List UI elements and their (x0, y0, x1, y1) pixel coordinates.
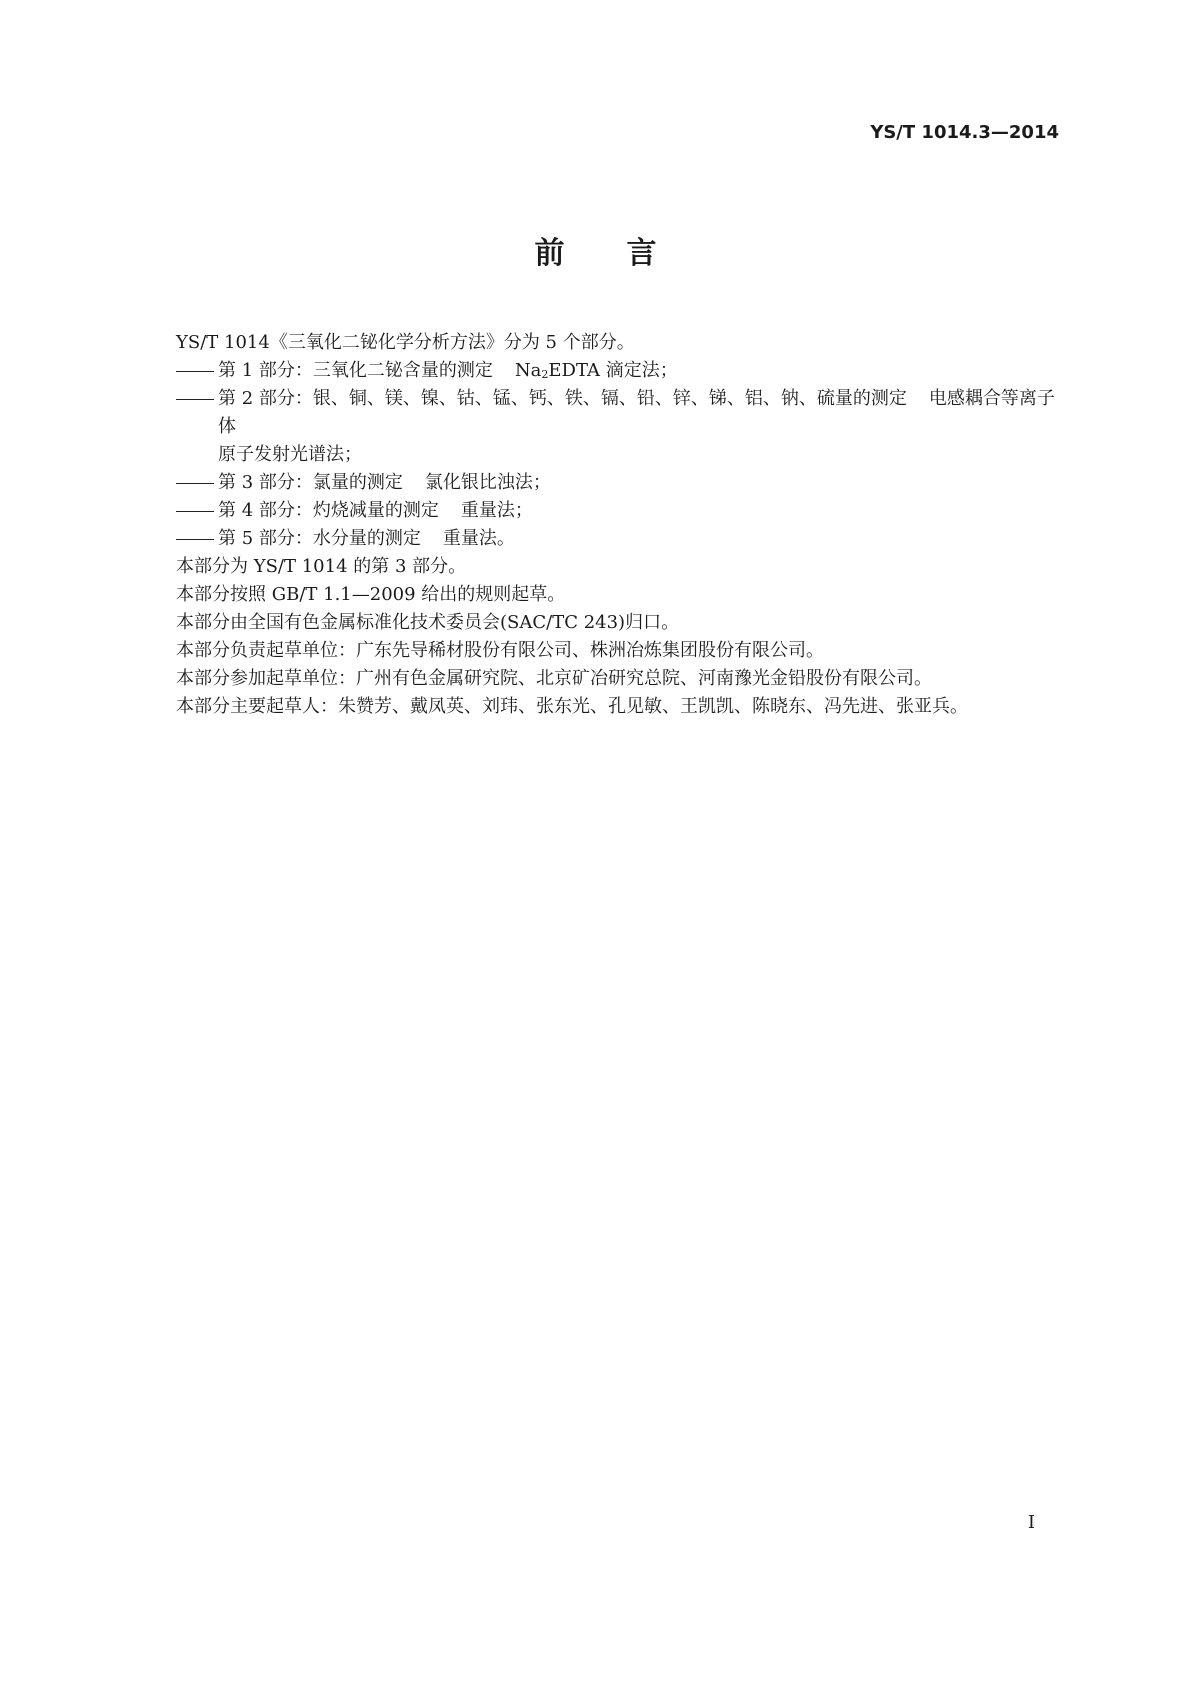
part-1-formula: Na (514, 360, 542, 381)
part-2-method: 电感耦合等离子体 (218, 388, 1055, 437)
paragraph-part-number: 本部分为 YS/T 1014 的第 3 部分。 (176, 556, 467, 577)
list-item-part-1 (176, 357, 1064, 385)
em-dash-marker (176, 497, 218, 525)
list-item-part-4 (176, 497, 1064, 525)
foreword-body (176, 329, 1064, 721)
part-2-method-continued: 原子发射光谱法； (218, 444, 362, 465)
list-item-part-2 (176, 385, 1064, 469)
intro-paragraph: YS/T 1014《三氧化二铋化学分析方法》分为 5 个部分。 (176, 332, 635, 353)
paragraph-responsible-units: 本部分负责起草单位：广东先导稀材股份有限公司、株洲冶炼集团股份有限公司。 (176, 640, 824, 661)
part-1-method: EDTA 滴定法； (548, 360, 678, 381)
part-3-text: 第 3 部分：氯量的测定 (218, 472, 403, 493)
part-2-text: 第 2 部分：银、铜、镁、镍、钴、锰、钙、铁、镉、铅、锌、锑、铝、钠、硫量的测定 (218, 388, 907, 409)
em-dash-marker (176, 385, 218, 413)
part-1-formula-subscript: 2 (541, 368, 549, 381)
list-item-part-3 (176, 469, 1064, 497)
paragraph-participating-units: 本部分参加起草单位：广州有色金属研究院、北京矿冶研究总院、河南豫光金铅股份有限公司。 (176, 668, 932, 689)
part-4-text: 第 4 部分：灼烧减量的测定 (218, 500, 439, 521)
part-1-text: 第 1 部分：三氧化二铋含量的测定 (218, 360, 493, 381)
em-dash-marker (176, 469, 218, 497)
paragraph-drafting-rules: 本部分按照 GB/T 1.1—2009 给出的规则起草。 (176, 584, 566, 605)
list-item-part-5 (176, 525, 1064, 553)
paragraph-main-drafters: 本部分主要起草人：朱赞芳、戴凤英、刘玮、张东光、孔见敏、王凯凯、陈晓东、冯先进、张亚兵。 (176, 696, 968, 717)
part-5-text: 第 5 部分：水分量的测定 (218, 528, 421, 549)
em-dash-marker (176, 357, 218, 385)
standard-code: YS/T 1014.3—2014 (870, 122, 1059, 143)
page-title: 前言 (534, 236, 719, 271)
part-4-method: 重量法； (460, 500, 533, 521)
part-5-method: 重量法。 (442, 528, 515, 549)
paragraph-committee: 本部分由全国有色金属标准化技术委员会(SAC/TC 243)归口。 (176, 612, 680, 633)
page-number: I (1027, 1512, 1035, 1533)
em-dash-marker (176, 525, 218, 553)
part-3-method: 氯化银比浊法； (424, 472, 551, 493)
